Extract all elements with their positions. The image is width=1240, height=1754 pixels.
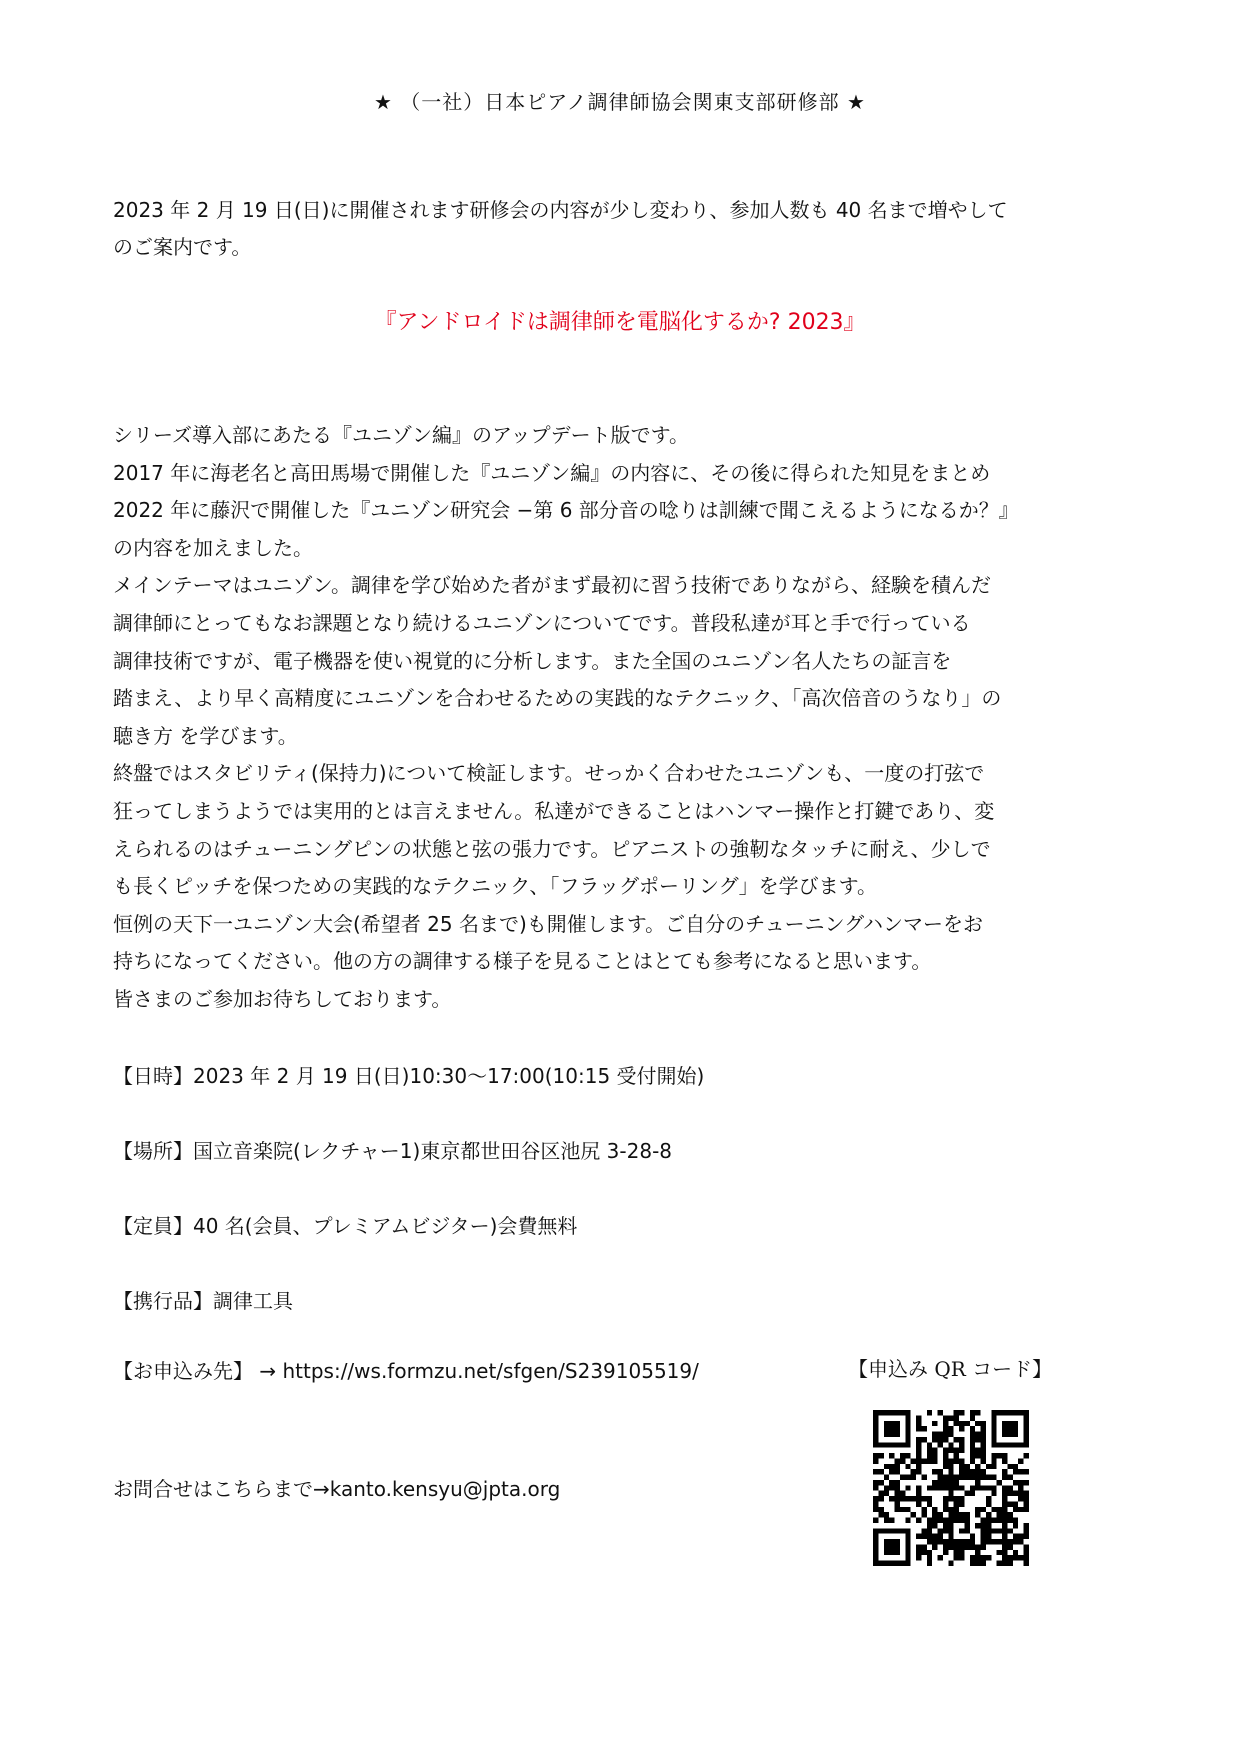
body-line: 終盤ではスタビリティ(保持力)について検証します。せっかく合わせたユニゾンも、一度の打弦で bbox=[113, 761, 985, 786]
capacity-value: 40 名(会員、プレミアムビジター)会費無料 bbox=[193, 1214, 578, 1238]
body-line: も長くピッチを保つための実践的なテクニック、「フラッグポーリング」を学びます。 bbox=[113, 874, 877, 899]
body-line: の内容を加えました。 bbox=[113, 535, 313, 560]
body-line: 狂ってしまうようでは実用的とは言えません。私達ができることはハンマー操作と打鍵であり、変 bbox=[113, 798, 995, 823]
place-row bbox=[113, 1135, 672, 1164]
capacity-label: 【定員】 bbox=[113, 1214, 193, 1238]
place-value: 国立音楽院(レクチャー1)東京都世田谷区池尻 3-28-8 bbox=[193, 1139, 673, 1163]
intro-line: 2023 年 2 月 19 日(日)に開催されます研修会の内容が少し変わり、参加人数も 40 名まで増やして bbox=[113, 198, 1008, 222]
organization-header: ★ （一社）日本ピアノ調律師協会関東支部研修部 ★ bbox=[374, 90, 866, 114]
body-line: 聴き方 を学びます。 bbox=[113, 723, 298, 748]
body-line: 2017 年に海老名と高田馬場で開催した『ユニゾン編』の内容に、その後に得られた知見をまとめ bbox=[113, 460, 991, 485]
body-line: 踏まえ、より早く高精度にユニゾンを合わせるための実践的なテクニック、「高次倍音のうなり」の bbox=[113, 686, 1002, 711]
place-label: 【場所】 bbox=[113, 1139, 193, 1163]
qr-code-label: 【申込み QR コード】 bbox=[848, 1357, 1053, 1381]
body-line: 調律技術ですが、電子機器を使い視覚的に分析します。また全国のユニゾン名人たちの証言を bbox=[113, 648, 952, 673]
description-body bbox=[113, 417, 1113, 1019]
body-line: 恒例の天下一ユニゾン大会(希望者 25 名まで)も開催します。ご自分のチューニングハンマーをお bbox=[113, 911, 983, 936]
items-value: 調律工具 bbox=[213, 1289, 293, 1313]
arrow-icon: → bbox=[259, 1359, 277, 1383]
body-line: えられるのはチューニングピンの状態と弦の張力です。ピアニストの強靭なタッチに耐え、少しで bbox=[113, 836, 991, 861]
body-line: メインテーマはユニゾン。調律を学び始めた者がまず最初に習う技術でありながら、経験を積んだ bbox=[113, 573, 991, 598]
body-line: 2022 年に藤沢で開催した『ユニゾン研究会 −第 6 部分音の唸りは訓練で聞こえるようになるか？』 bbox=[113, 498, 1019, 523]
items-row bbox=[113, 1285, 293, 1314]
body-line: シリーズ導入部にあたる『ユニゾン編』のアップデート版です。 bbox=[113, 423, 689, 447]
apply-row bbox=[113, 1355, 699, 1384]
intro-line: のご案内です。 bbox=[113, 235, 252, 259]
capacity-row bbox=[113, 1210, 577, 1239]
seminar-title: 『アンドロイドは調律師を電脳化するか? 2023』 bbox=[374, 310, 866, 335]
datetime-label: 【日時】 bbox=[113, 1064, 193, 1088]
qr-code-image[interactable] bbox=[873, 1410, 1029, 1566]
body-line: 調律師にとってもなお課題となり続けるユニゾンについてです。普段私達が耳と手で行っている bbox=[113, 610, 971, 635]
apply-url-link[interactable]: https://ws.formzu.net/sfgen/S239105519/ bbox=[282, 1359, 699, 1383]
apply-label: 【お申込み先】 bbox=[113, 1359, 253, 1383]
datetime-value: 2023 年 2 月 19 日(日)10:30～17:00(10:15 受付開始) bbox=[193, 1064, 705, 1088]
items-label: 【携行品】 bbox=[113, 1289, 213, 1313]
body-line: 皆さまのご参加お待ちしております。 bbox=[113, 986, 452, 1011]
intro-paragraph bbox=[113, 192, 1113, 266]
body-line: 持ちになってください。他の方の調律する様子を見ることはとても参考になると思います。 bbox=[113, 949, 932, 974]
datetime-row bbox=[113, 1060, 704, 1089]
contact-line[interactable]: お問合せはこちらまで→kanto.kensyu@jpta.org bbox=[113, 1477, 561, 1501]
